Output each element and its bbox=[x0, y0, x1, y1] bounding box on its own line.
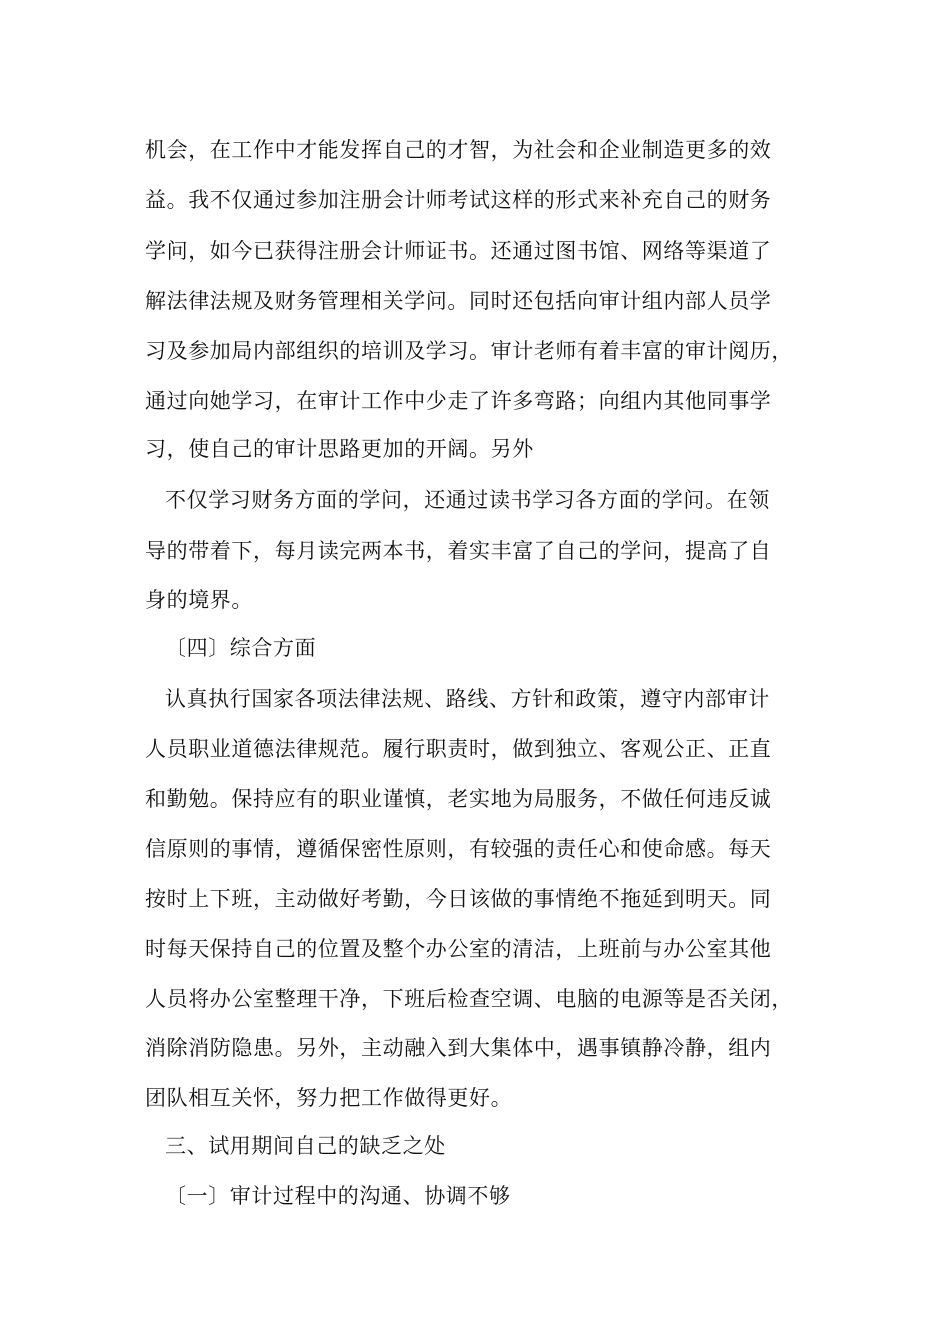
body-line: 通过向她学习，在审计工作中少走了许多弯路；向组内其他同事学 bbox=[145, 389, 772, 413]
section-heading: 三、试用期间自己的缺乏之处 bbox=[165, 1134, 446, 1158]
body-line: 解法律法规及财务管理相关学问。同时还包括向审计组内部人员学 bbox=[145, 289, 772, 313]
body-line: 人员职业道德法律规范。履行职责时，做到独立、客观公正、正直 bbox=[145, 737, 772, 761]
paragraph-first-line: 不仅学习财务方面的学问，还通过读书学习各方面的学问。在领 bbox=[165, 488, 770, 512]
body-line: 习及参加局内部组织的培训及学习。审计老师有着丰富的审计阅历， bbox=[145, 339, 793, 363]
body-line: 身的境界。 bbox=[145, 588, 253, 612]
body-line: 导的带着下，每月读完两本书，着实丰富了自己的学问，提高了自 bbox=[145, 539, 772, 563]
body-line: 机会，在工作中才能发挥自己的才智，为社会和企业制造更多的效 bbox=[145, 138, 772, 162]
body-line: 学问，如今已获得注册会计师证书。还通过图书馆、网络等渠道了 bbox=[145, 239, 772, 263]
subsection-heading: 〔一〕审计过程中的沟通、协调不够 bbox=[165, 1184, 511, 1208]
body-line: 人员将办公室整理干净，下班后检查空调、电脑的电源等是否关闭， bbox=[145, 987, 793, 1011]
body-line: 习，使自己的审计思路更加的开阔。另外 bbox=[145, 437, 534, 461]
body-line: 信原则的事情，遵循保密性原则，有较强的责任心和使命感。每天 bbox=[145, 837, 772, 861]
body-line: 时每天保持自己的位置及整个办公室的清洁，上班前与办公室其他 bbox=[145, 937, 772, 961]
body-line: 益。我不仅通过参加注册会计师考试这样的形式来补充自己的财务 bbox=[145, 188, 772, 212]
paragraph-first-line: 认真执行国家各项法律法规、路线、方针和政策，遵守内部审计 bbox=[165, 687, 770, 711]
body-line: 和勤勉。保持应有的职业谨慎，老实地为局服务，不做任何违反诚 bbox=[145, 787, 772, 811]
body-line: 消除消防隐患。另外，主动融入到大集体中，遇事镇静冷静，组内 bbox=[145, 1036, 772, 1060]
body-line: 按时上下班，主动做好考勤，今日该做的事情绝不拖延到明天。同 bbox=[145, 887, 772, 911]
section-heading: 〔四〕综合方面 bbox=[165, 636, 317, 660]
body-line: 团队相互关怀，努力把工作做得更好。 bbox=[145, 1086, 513, 1110]
